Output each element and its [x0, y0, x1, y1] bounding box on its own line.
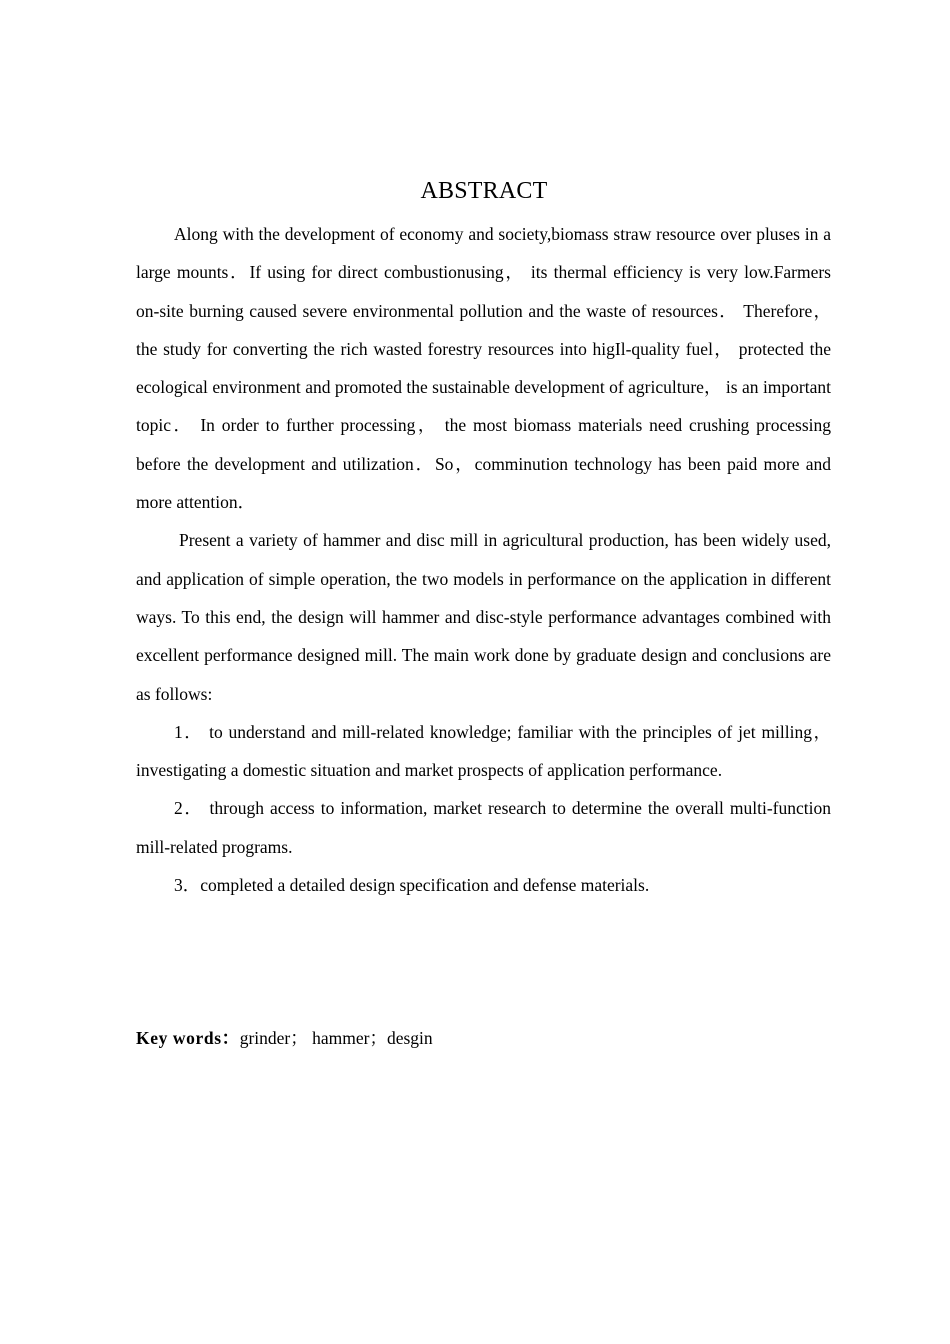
abstract-body: [136, 215, 831, 904]
abstract-paragraph-2: Present a variety of hammer and disc mill in agricultural production, has been widely used, and application of simple operation, the two models in performance on the application in different ways. To this end, the design will hammer and disc-style performance advantages combined with excellent performance designed mill. The main work done by graduate design and conclusions are as follows:: [136, 530, 831, 704]
conclusion-item-1: 1． to understand and mill-related knowledge; familiar with the principles of jet milling， investigating a domestic situation and market prospects of application performance.: [136, 721, 831, 781]
keywords-line: [136, 1023, 433, 1053]
conclusion-item-2: 2． through access to information, market research to determine the overall multi-function mill-related programs.: [136, 798, 831, 857]
abstract-title: ABSTRACT: [420, 178, 548, 204]
abstract-paragraph-1: Along with the development of economy and society,biomass straw resource over pluses in a large mounts．If using for direct combustionusing， its thermal efficiency is very low.Farmers on-site burning caused severe environmental pollution and the waste of resources． Therefore， the study for converting the rich wasted forestry resources into higIl-quality fuel， protected the ecological environment and promoted the sustainable development of agriculture， is an important topic． In order to further processing， the most biomass materials need crushing processing before the development and utilization．So，comminution technology has been paid more and more attention．: [136, 224, 831, 513]
conclusion-item-3: 3．completed a detailed design specification and defense materials.: [174, 875, 650, 896]
keywords-label: Key words：: [136, 1028, 240, 1048]
keywords-value: grinder； hammer；desgin: [239, 1028, 433, 1048]
